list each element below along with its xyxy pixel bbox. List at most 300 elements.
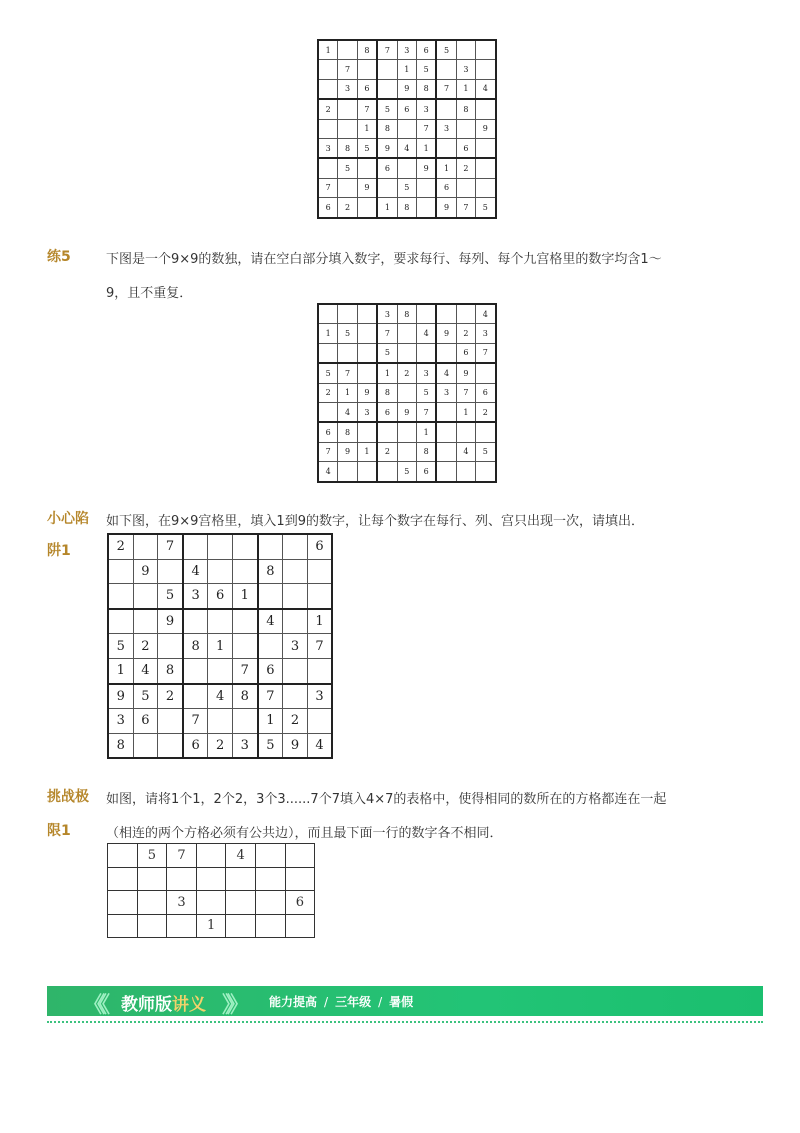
grid-cell [436, 99, 456, 119]
grid-cell: 1 [456, 79, 475, 99]
grid-cell [338, 119, 357, 138]
grid-cell: 6 [307, 534, 332, 559]
grid-cell: 7 [377, 324, 397, 343]
grid-cell [476, 462, 496, 482]
grid-cell [208, 609, 233, 634]
footer-title [121, 990, 206, 1015]
grid-cell: 4 [476, 79, 496, 99]
grid-cell [307, 658, 332, 683]
grid-cell [397, 158, 416, 178]
grid-cell: 3 [397, 40, 416, 60]
grid-cell: 8 [416, 79, 436, 99]
grid-row [318, 178, 496, 197]
grid-cell [318, 304, 338, 324]
grid-row [108, 684, 332, 709]
grid-cell [377, 79, 397, 99]
grid-cell: 1 [318, 324, 338, 343]
grid-cell [258, 584, 283, 609]
grid-cell [318, 402, 338, 422]
grid-cell: 8 [377, 383, 397, 402]
grid-cell: 7 [318, 442, 338, 461]
grid-cell: 1 [258, 709, 283, 734]
grid-4x7-challenge1 [107, 843, 315, 938]
grid-row [318, 462, 496, 482]
grid-cell: 2 [108, 534, 133, 559]
grid-cell [137, 891, 167, 915]
grid-cell: 2 [456, 324, 475, 343]
grid-cell: 6 [416, 40, 436, 60]
grid-row [318, 422, 496, 442]
grid-cell [338, 178, 357, 197]
grid-cell [133, 609, 158, 634]
grid-cell: 3 [108, 709, 133, 734]
grid-cell: 9 [476, 119, 496, 138]
grid-cell [283, 658, 308, 683]
grid-cell: 2 [397, 363, 416, 383]
grid-row [318, 60, 496, 79]
grid-cell: 5 [318, 363, 338, 383]
grid-cell: 4 [338, 402, 357, 422]
grid-cell: 1 [397, 60, 416, 79]
grid-cell: 3 [436, 119, 456, 138]
grid-cell: 2 [456, 158, 475, 178]
grid-cell: 3 [436, 383, 456, 402]
grid-cell: 5 [397, 178, 416, 197]
grid-cell [307, 709, 332, 734]
grid-cell [158, 709, 183, 734]
grid-cell: 2 [318, 99, 338, 119]
grid-cell [133, 733, 158, 758]
grid-cell: 9 [436, 198, 456, 218]
challenge1-text-line2: （相连的两个方格必须有公共边），而且最下面一行的数字各不相同． [106, 826, 503, 841]
grid-cell: 6 [285, 891, 315, 915]
grid-cell: 7 [318, 178, 338, 197]
grid-cell: 7 [232, 658, 257, 683]
grid-cell [318, 158, 338, 178]
grid-cell: 8 [158, 658, 183, 683]
grid-cell: 9 [283, 733, 308, 758]
grid-cell [416, 178, 436, 197]
grid-cell [357, 304, 377, 324]
grid-cell: 3 [283, 634, 308, 659]
grid-row [318, 304, 496, 324]
grid-cell [226, 867, 256, 891]
grid-cell [476, 40, 496, 60]
grid-cell: 9 [416, 158, 436, 178]
challenge1-text-line1: 如图，请将1个1，2个2，3个3......7个7填入4×7的表格中，使得相同的数所在的方格都连在一起 [106, 792, 667, 807]
grid-cell [318, 119, 338, 138]
grid-cell [416, 304, 436, 324]
grid-cell [232, 709, 257, 734]
grid-cell: 7 [158, 534, 183, 559]
grid-row [108, 584, 332, 609]
grid-cell: 6 [416, 462, 436, 482]
grid-cell: 4 [226, 844, 256, 868]
grid-cell: 7 [456, 383, 475, 402]
grid-cell: 9 [377, 138, 397, 158]
grid-cell [456, 178, 475, 197]
grid-cell [108, 609, 133, 634]
grid-cell: 8 [357, 40, 377, 60]
grid-row [108, 891, 315, 915]
grid-cell: 8 [397, 304, 416, 324]
grid-cell: 7 [357, 99, 377, 119]
grid-cell: 8 [456, 99, 475, 119]
grid-cell [167, 867, 197, 891]
grid-cell: 1 [416, 422, 436, 442]
grid-cell: 9 [133, 559, 158, 584]
grid-cell [208, 658, 233, 683]
grid-cell: 7 [476, 343, 496, 363]
grid-cell: 6 [133, 709, 158, 734]
grid-cell [226, 891, 256, 915]
grid-cell [357, 422, 377, 442]
grid-cell [436, 343, 456, 363]
grid-cell [476, 178, 496, 197]
challenge1-label-line2: 限1 [47, 823, 71, 839]
grid-cell [338, 304, 357, 324]
grid-cell: 1 [436, 158, 456, 178]
grid-cell [258, 634, 283, 659]
grid-cell: 3 [167, 891, 197, 915]
grid-cell [232, 534, 257, 559]
grid-cell [456, 40, 475, 60]
grid-cell [232, 634, 257, 659]
chevron-right-icon: 》》 [222, 993, 244, 1018]
grid-cell: 1 [377, 198, 397, 218]
grid-cell: 7 [416, 402, 436, 422]
trap1-label-line2: 阱1 [47, 543, 71, 559]
grid-cell: 9 [357, 178, 377, 197]
grid-cell [196, 844, 226, 868]
grid-cell: 4 [397, 138, 416, 158]
grid-cell: 1 [232, 584, 257, 609]
grid-cell: 1 [377, 363, 397, 383]
grid-row [318, 40, 496, 60]
grid-cell [133, 534, 158, 559]
grid-cell [416, 198, 436, 218]
grid-cell [307, 559, 332, 584]
grid-cell [456, 462, 475, 482]
grid-cell: 3 [456, 60, 475, 79]
grid-cell [255, 891, 285, 915]
grid-cell: 5 [338, 324, 357, 343]
grid-cell [476, 99, 496, 119]
grid-cell: 3 [183, 584, 208, 609]
footer-crumb-season: 暑假 [389, 995, 414, 1009]
grid-cell [158, 634, 183, 659]
grid-cell: 8 [108, 733, 133, 758]
grid-cell [318, 79, 338, 99]
grid-cell [377, 178, 397, 197]
grid-cell [377, 60, 397, 79]
grid-cell [108, 891, 138, 915]
grid-cell: 5 [476, 442, 496, 461]
grid-cell: 2 [318, 383, 338, 402]
sudoku-grid-top [317, 39, 497, 219]
grid-cell: 5 [397, 462, 416, 482]
grid-row [108, 658, 332, 683]
grid-cell: 2 [377, 442, 397, 461]
grid-cell [338, 99, 357, 119]
grid-cell [183, 534, 208, 559]
grid-cell: 4 [318, 462, 338, 482]
grid-cell [183, 684, 208, 709]
grid-cell [285, 844, 315, 868]
grid-cell: 5 [416, 60, 436, 79]
grid-cell: 8 [338, 138, 357, 158]
grid-cell [436, 462, 456, 482]
grid-row [108, 733, 332, 758]
footer-crumb-grade: 三年级 [335, 995, 372, 1009]
grid-cell: 1 [338, 383, 357, 402]
grid-cell [456, 304, 475, 324]
grid-row [318, 343, 496, 363]
grid-cell [158, 733, 183, 758]
grid-cell [307, 584, 332, 609]
trap1-label-line1: 小心陷 [47, 511, 89, 527]
grid-cell: 7 [167, 844, 197, 868]
grid-cell: 2 [158, 684, 183, 709]
grid-cell: 6 [397, 99, 416, 119]
exercise5-text-line1: 下图是一个9×9的数独，请在空白部分填入数字，要求每行、每列、每个九宫格里的数字均含1～ [106, 252, 662, 267]
grid-cell: 5 [416, 383, 436, 402]
grid-cell: 8 [416, 442, 436, 461]
grid-cell [397, 383, 416, 402]
grid-cell [226, 914, 256, 938]
grid-cell: 1 [456, 402, 475, 422]
grid-cell [476, 60, 496, 79]
grid-cell: 3 [416, 99, 436, 119]
grid-cell [397, 442, 416, 461]
grid-cell: 5 [357, 138, 377, 158]
grid-cell: 2 [338, 198, 357, 218]
grid-cell [397, 119, 416, 138]
footer-dotted-divider [47, 1021, 763, 1023]
grid-cell [357, 343, 377, 363]
grid-cell: 8 [183, 634, 208, 659]
grid-cell [318, 60, 338, 79]
grid-cell [196, 867, 226, 891]
grid-cell: 4 [456, 442, 475, 461]
grid-cell [377, 462, 397, 482]
grid-cell: 9 [338, 442, 357, 461]
footer-crumb-ability: 能力提高 [269, 995, 318, 1009]
grid-row [108, 867, 315, 891]
grid-cell: 9 [397, 402, 416, 422]
grid-cell: 5 [377, 343, 397, 363]
grid-cell: 6 [456, 343, 475, 363]
challenge1-label-line1: 挑战极 [47, 789, 89, 805]
grid-cell [108, 584, 133, 609]
grid-cell [357, 198, 377, 218]
footer-crumb-sep: / [378, 995, 383, 1009]
grid-cell [397, 324, 416, 343]
grid-row [318, 402, 496, 422]
grid-cell: 5 [436, 40, 456, 60]
grid-cell: 6 [357, 79, 377, 99]
grid-cell [397, 343, 416, 363]
grid-cell [137, 914, 167, 938]
grid-row [318, 138, 496, 158]
grid-cell: 4 [258, 609, 283, 634]
grid-cell [108, 559, 133, 584]
sudoku-grid-exercise5 [317, 303, 497, 483]
grid-row [318, 383, 496, 402]
grid-cell: 1 [108, 658, 133, 683]
grid-cell [196, 891, 226, 915]
grid-cell [436, 60, 456, 79]
grid-cell: 6 [377, 402, 397, 422]
grid-cell: 8 [338, 422, 357, 442]
grid-cell [285, 914, 315, 938]
grid-row [318, 442, 496, 461]
grid-cell: 2 [283, 709, 308, 734]
footer-crumb-sep: / [324, 995, 329, 1009]
grid-cell [183, 609, 208, 634]
grid-cell: 7 [338, 60, 357, 79]
grid-row [108, 559, 332, 584]
grid-cell: 6 [456, 138, 475, 158]
grid-row [108, 844, 315, 868]
grid-cell [456, 422, 475, 442]
grid-cell: 9 [436, 324, 456, 343]
grid-cell [183, 658, 208, 683]
grid-cell: 4 [416, 324, 436, 343]
grid-cell [476, 158, 496, 178]
grid-cell: 1 [357, 442, 377, 461]
grid-cell: 6 [183, 733, 208, 758]
grid-cell [158, 559, 183, 584]
grid-cell: 7 [307, 634, 332, 659]
grid-cell [357, 60, 377, 79]
grid-row [318, 158, 496, 178]
grid-cell: 7 [183, 709, 208, 734]
grid-cell: 9 [108, 684, 133, 709]
grid-row [318, 119, 496, 138]
grid-cell [436, 304, 456, 324]
grid-cell [208, 559, 233, 584]
grid-cell: 5 [338, 158, 357, 178]
grid-cell [208, 534, 233, 559]
grid-cell [255, 867, 285, 891]
chevron-left-icon: 《《 [83, 993, 105, 1018]
grid-cell [318, 343, 338, 363]
grid-cell [436, 442, 456, 461]
footer-title-accent: 讲义 [172, 995, 206, 1015]
grid-cell [436, 402, 456, 422]
grid-cell: 2 [133, 634, 158, 659]
grid-cell [476, 422, 496, 442]
grid-cell: 9 [357, 383, 377, 402]
grid-cell: 9 [158, 609, 183, 634]
exercise5-text-line2: 9，且不重复． [106, 286, 193, 301]
grid-row [108, 609, 332, 634]
grid-cell: 7 [436, 79, 456, 99]
grid-cell: 4 [208, 684, 233, 709]
grid-cell: 3 [232, 733, 257, 758]
grid-row [318, 198, 496, 218]
grid-row [318, 324, 496, 343]
grid-cell: 8 [397, 198, 416, 218]
grid-cell: 4 [307, 733, 332, 758]
grid-cell: 6 [258, 658, 283, 683]
grid-cell: 6 [436, 178, 456, 197]
grid-row [318, 79, 496, 99]
grid-cell: 8 [258, 559, 283, 584]
grid-cell: 1 [307, 609, 332, 634]
grid-cell [133, 584, 158, 609]
exercise5-label: 练5 [47, 249, 71, 265]
footer-breadcrumb [269, 993, 413, 1010]
grid-cell: 9 [456, 363, 475, 383]
grid-cell: 7 [456, 198, 475, 218]
grid-cell [255, 844, 285, 868]
grid-cell [283, 534, 308, 559]
grid-cell [167, 914, 197, 938]
grid-cell: 1 [357, 119, 377, 138]
grid-cell [108, 914, 138, 938]
grid-row [108, 709, 332, 734]
grid-cell [283, 584, 308, 609]
footer-title-main: 教师版 [121, 995, 172, 1015]
grid-cell: 2 [476, 402, 496, 422]
grid-cell [283, 684, 308, 709]
grid-cell: 3 [377, 304, 397, 324]
grid-cell: 3 [307, 684, 332, 709]
grid-cell: 5 [137, 844, 167, 868]
grid-cell [436, 138, 456, 158]
grid-cell [357, 462, 377, 482]
grid-cell: 1 [196, 914, 226, 938]
grid-cell: 9 [397, 79, 416, 99]
grid-row [318, 99, 496, 119]
grid-cell: 1 [416, 138, 436, 158]
grid-cell [338, 343, 357, 363]
grid-cell [338, 462, 357, 482]
grid-cell: 5 [108, 634, 133, 659]
grid-cell [436, 422, 456, 442]
grid-cell: 3 [416, 363, 436, 383]
grid-cell [137, 867, 167, 891]
grid-cell [377, 422, 397, 442]
grid-cell [283, 559, 308, 584]
grid-cell: 1 [208, 634, 233, 659]
grid-cell: 4 [133, 658, 158, 683]
grid-cell [232, 559, 257, 584]
grid-cell [397, 422, 416, 442]
grid-cell: 3 [357, 402, 377, 422]
grid-cell: 5 [377, 99, 397, 119]
grid-cell: 7 [338, 363, 357, 383]
grid-cell: 8 [232, 684, 257, 709]
grid-cell: 6 [318, 198, 338, 218]
grid-cell: 6 [476, 383, 496, 402]
grid-cell: 3 [476, 324, 496, 343]
grid-row [318, 363, 496, 383]
grid-cell: 4 [183, 559, 208, 584]
grid-cell: 7 [377, 40, 397, 60]
grid-cell [476, 138, 496, 158]
grid-cell: 8 [377, 119, 397, 138]
grid-cell [357, 324, 377, 343]
grid-cell [338, 40, 357, 60]
grid-cell: 4 [476, 304, 496, 324]
grid-cell: 7 [416, 119, 436, 138]
grid-cell [357, 363, 377, 383]
grid-cell [232, 609, 257, 634]
grid-cell [283, 609, 308, 634]
